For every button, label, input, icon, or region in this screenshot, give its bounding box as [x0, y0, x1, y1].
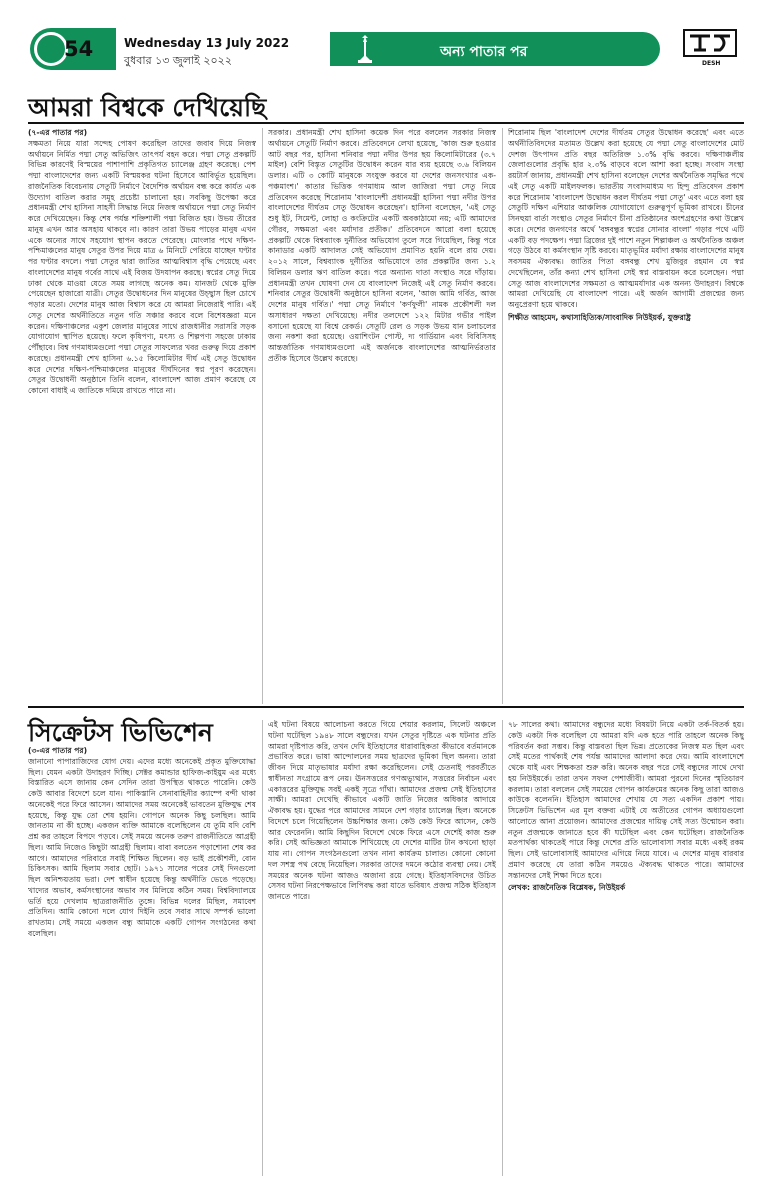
article2-continued-note: (৩-এর পাতার পর) [28, 746, 88, 755]
section-banner [330, 32, 660, 66]
page-number-ring [34, 32, 68, 66]
article1-column-1 [28, 128, 256, 704]
article1-top-rule [28, 122, 744, 124]
article1-column-2 [268, 128, 496, 704]
desh-logo-text: DESH [702, 60, 721, 67]
article1-divider-1 [262, 128, 263, 704]
article2-column-1 [28, 746, 256, 1176]
article2-byline: লেখক: রাজনৈতিক বিশ্লেষক, নিউইয়র্ক [508, 883, 626, 893]
article2-col3-text: ৭৮ সালের কথা। আমাদের বন্ধুদের মধ্যে বিষয়টা নিয়ে একটা তর্ক-বিতর্ক হয়। কেউ একটা দিক বলেছিল যে আমরা যদি এক হতে পারি তাহলে অনেক কিছু পরিবর্তন করা সম্ভব। কিন্তু বাস্তবতা ছিল ভিন্ন। প্রত্যেকের নিজস্ব মত ছিল এবং সেই মতের পার্থক্যই শেষ পর্যন্ত আমাদের আলাদা করে দেয়। আমি বাংলাদেশে থেকে যাই এবং শিক্ষকতা শুরু করি। অনেক বছর পরে সেই বন্ধুদের সাথে দেখা হয় নিউইয়র্কে। তারা তখন সফল পেশাজীবী। আমরা পুরনো দিনের স্মৃতিচারণ করলাম। তারা বললেন সেই সময়ের গোপন কার্যক্রমের অনেক কিছু তারা আজও কাউকে বলেননি। ইতিহাস আমাদের শেখায় যে সত্য একদিন প্রকাশ পায়। সিক্রেটস ভিভিশেন এর মূল বক্তব্য এটাই যে অতীতের গোপন অধ্যায়গুলো আলোতে আনা প্রয়োজন। আমাদের প্রজন্মের দায়িত্ব সেই সত্য উন্মোচন করা। নতুন প্রজন্মকে জানাতে হবে কী ঘটেছিল এবং কেন ঘটেছিল। রাজনৈতিক মতপার্থক্য থাকতেই পারে কিন্তু দেশের প্রতি ভালোবাসা সবার মধ্যে একই রকম ছিল। সেই ভালোবাসাই আমাদের এগিয়ে নিয়ে যাবে। এ দেশের মানুষ বারবার প্রমাণ করেছে যে তারা কঠিন সময়েও ঐক্যবদ্ধ থাকতে পারে। আমাদের সন্তানদের সেই শিক্ষা দিতে হবে। [508, 720, 744, 880]
page-number-badge [30, 28, 116, 70]
article1-continued-note: (৭-এর পাতার পর) [28, 128, 88, 137]
article1-headline: আমরা বিশ্বকে দেখিয়েছি [28, 93, 267, 122]
article2-divider-1 [262, 720, 263, 1176]
article1-byline: শিক্ষীত আহমেদ, কথাসাহিত্যিক/সাংবাদিক নিউইয়র্ক, যুক্তরাষ্ট্র [508, 312, 691, 322]
article2-col2-text: এই ঘটনা বিষয়ে আলোচনা করতে গিয়ে শেয়ার করলাম, সিলেট অঞ্চলে ঘটনা ঘটেছিল ১৯৪৮ সালে বন্ধুদের। যখন সেতুর দৃষ্টিতে এক ঘটনার প্রতি আমরা দৃষ্টিপাত করি, তখন দেখি ইতিহাসের ধারাবাহিকতা কীভাবে বর্তমানকে প্রভাবিত করে। ভাষা আন্দোলনের সময় ছাত্রদের ভূমিকা ছিল অনন্য। তারা জীবন দিয়ে মাতৃভাষার মর্যাদা রক্ষা করেছিলেন। সেই চেতনাই পরবর্তীতে স্বাধীনতা সংগ্রামে রূপ নেয়। ঊনসত্তরের গণঅভ্যুত্থান, সত্তরের নির্বাচন এবং একাত্তরের মুক্তিযুদ্ধ সবই একই সূত্রে গাঁথা। আমাদের প্রজন্ম সেই ইতিহাসের সাক্ষী। আমরা দেখেছি কীভাবে একটি জাতি নিজের অধিকার আদায়ে ঐক্যবদ্ধ হয়। যুদ্ধের পরে আমাদের সামনে দেশ গড়ার চ্যালেঞ্জ ছিল। অনেকে বিদেশে চলে গিয়েছিলেন উচ্চশিক্ষার জন্য। কেউ কেউ ফিরে আসেন, কেউ আর ফেরেননি। আমি কিছুদিন বিদেশে থেকে ফিরে এসে দেশেই কাজ শুরু করি। সেই অভিজ্ঞতা আমাকে শিখিয়েছে যে দেশের মাটির টান কখনো ছাড়া যায় না। গোপন সংগঠনগুলো তখন নানা কার্যক্রম চালাত। কোনো কোনো দল সশস্ত্র পথ বেছে নিয়েছিল। সরকার তাদের দমনে কঠোর ব্যবস্থা নেয়। সেই সময়ের অনেক ঘটনা আজও অজানা রয়ে গেছে। ইতিহাসবিদদের উচিত সেসব ঘটনা নিরপেক্ষভাবে লিপিবদ্ধ করা যাতে ভবিষ্যৎ প্রজন্ম সঠিক ইতিহাস জানতে পারে। [268, 720, 496, 901]
liberty-monument-icon [350, 34, 380, 64]
section-title: অন্য পাতার পর [440, 44, 528, 60]
page-header [30, 28, 750, 76]
article2-headline: সিক্রেটস ভিভিশেন [28, 718, 213, 747]
article1-col3-text: শিরোনাম ছিল 'বাংলাদেশ দেশের দীর্ঘতম সেতুর উদ্বোধন করেছে' এবং এতে অর্থনীতিবিদদের মতামত উল্লেখ করা হয়েছে যে পদ্মা সেতু বাংলাদেশের মোট দেশজ উৎপাদন প্রতি বছর অতিরিক্ত ১.৩% বৃদ্ধি করবে। দক্ষিণাঞ্চলীয় জেলাগুলোর প্রবৃদ্ধি হার ২.৩% বাড়বে বলে আশা করা হচ্ছে। সংবাদ সংস্থা রয়টার্স জানায়, প্রধানমন্ত্রী শেখ হাসিনা বলেছেন দেশের অর্থনৈতিক সমৃদ্ধির পথে এই সেতু একটি মাইলফলক। ভারতীয় সংবাদমাধ্যম দ্য হিন্দু প্রতিবেদন প্রকাশ করে শিরোনাম 'বাংলাদেশ উদ্বোধন করল দীর্ঘতম পদ্মা সেতু' এবং এতে বলা হয় সেতুটি দক্ষিণ এশিয়ার আঞ্চলিক যোগাযোগে গুরুত্বপূর্ণ ভূমিকা রাখবে। চীনের সিনহুয়া বার্তা সংস্থাও সেতুর নির্মাণে চীনা প্রতিষ্ঠানের অংশগ্রহণের কথা উল্লেখ করে। দেশের জনগণের অর্থে 'বঙ্গবন্ধুর স্বপ্নের সোনার বাংলা' গড়ার পথে এটি একটি বড় পদক্ষেপ। পদ্মা ব্রিজের দুই পাশে নতুন শিল্পাঞ্চল ও অর্থনৈতিক অঞ্চল গড়ে উঠবে যা কর্মসংস্থান সৃষ্টি করবে। মাতৃভূমির মর্যাদা রক্ষায় বাংলাদেশের মানুষ সবসময় ঐক্যবদ্ধ। জাতির পিতা বঙ্গবন্ধু শেখ মুজিবুর রহমান যে স্বপ্ন দেখেছিলেন, তাঁর কন্যা শেখ হাসিনা সেই স্বপ্ন বাস্তবায়ন করে চলেছেন। পদ্মা সেতু আজ বাংলাদেশের সক্ষমতা ও আত্মমর্যাদার এক অনন্য উদাহরণ। বিশ্বকে আমরা দেখিয়েছি যে বাংলাদেশ পারে। এই অর্জন আগামী প্রজন্মের জন্য অনুপ্রেরণা হয়ে থাকবে। [508, 128, 744, 309]
article2-column-3 [508, 720, 744, 1176]
article1-col1-text: সক্ষমতা নিয়ে যারা সন্দেহ পোষণ করেছিল তাদের জবাব দিয়ে নিজস্ব অর্থায়নে নির্মিত পদ্মা সেতু অভিজিৎ তাৎপর্য বহন করে। পদ্মা সেতু প্রকল্পটি বিভিন্ন কারণেই বিস্ময়ের পাশাপাশি প্রকৃতিগত চ্যালেঞ্জ গ্রহণ করেছে। পেশ পদ্মা বাংলাদেশের জন্য একটি বিস্ময়কর ঘটনা হিসেবে আবির্ভূত হয়েছিল। রাজনৈতিক বিবেচনায় সেতুটি নির্মাণে বৈদেশিক অর্থায়ন বন্ধ করে কার্যত এক উদ্যোগ বাতিল করার সমূহ প্রচেষ্টা চালানো হয়। সবকিছু উপেক্ষা করে প্রধানমন্ত্রী শেখ হাসিনা সাহসী সিদ্ধান্ত নিয়ে নিজস্ব অর্থায়নে পদ্মা সেতু নির্মাণ করে দেখিয়েছেন। কিন্তু শেষ পর্যন্ত শক্তিশালী পদ্মা বিজিত হয়। উভয় তীরের মানুষ এখন আর অসহায় থাকবে না। কারণ তারা উভয় পাড়ের মানুষ এখন একে অন্যের সাথে সহযোগ স্থাপন করতে পেরেছে। মোংলার পথে দক্ষিণ-পশ্চিমাঞ্চলের মানুষ সেতুর উপর দিয়ে মাত্র ৬ মিনিটে পেরিয়ে যাচ্ছেন ঘণ্টার পর ঘণ্টার বদলে। পদ্মা সেতুর দ্বারা জাতির আত্মবিশ্বাস বৃদ্ধি পেয়েছে এবং বাংলাদেশের মানুষ গর্বের সাথে এই বিজয় উদযাপন করছে। স্বপ্নের সেতু দিয়ে ঢাকা থেকে মাওয়া যেতে সময় লাগছে অনেক কম। যানজট থেকে মুক্তি পেয়েছেন হাজারো যাত্রী। সেতুর উদ্বোধনের দিন মানুষের উচ্ছ্বাস ছিল চোখে পড়ার মতো। দেশের মানুষ আজ বিশ্বাস করে যে আমরা নিজেরাই পারি। এই সেতু দেশের অর্থনীতিতে নতুন গতি সঞ্চার করবে বলে বিশেষজ্ঞরা মনে করেন। দক্ষিণাঞ্চলের একুশ জেলার মানুষের সাথে রাজধানীর সরাসরি সড়ক যোগাযোগ স্থাপিত হয়েছে। ফলে কৃষিপণ্য, মৎস্য ও শিল্পপণ্য সহজে ঢাকায় পৌঁছাবে। বিশ্ব গণমাধ্যমগুলো পদ্মা সেতুর সাফল্যের খবর গুরুত্ব দিয়ে প্রকাশ করেছে। প্রধানমন্ত্রী শেখ হাসিনা ৬.১৫ কিলোমিটার দীর্ঘ এই সেতু উদ্বোধন করে দেশের দক্ষিণ-পশ্চিমাঞ্চলের মানুষের দীর্ঘদিনের স্বপ্ন পূরণ করেছেন। সেতুর উদ্বোধনী অনুষ্ঠানে তিনি বলেন, বাংলাদেশ আজ প্রমাণ করেছে যে কোনো বাধাই এ জাতিকে দমিয়ে রাখতে পারে না। [28, 138, 256, 395]
article-separator-rule [28, 706, 744, 708]
article2-col1-text: জানানো পাপারাজিদের যোগ দেয়। এদের মধ্যে অনেকেই প্রকৃত মুক্তিযোদ্ধা ছিল। যেমন একটা উদাহরণ দিচ্ছি। সেক্টর কমান্ডার হাফিজ-কাইয়ুম এর মধ্যে বিস্তারিত এসে জানায় কেন সেদিন তারা উপস্থিত থাকতে পারেনি। কেউ কেউ আবার বিদেশে চলে যান। পাকিস্তানি সেনাবাহিনীর ক্যাম্পে বন্দী থাকা অনেকেই পরে ফিরে আসেন। আমাদের সময় অনেকেই ভাবতেন মুক্তিযুদ্ধ শেষ হয়েছে, কিন্তু যুদ্ধ তো শেষ হয়নি। গোপনে অনেক কিছু চলছিল। আমি জানতাম না কী হচ্ছে। একজন ব্যক্তি আমাকে বলেছিলেন যে তুমি যদি বেশি প্রশ্ন কর তাহলে বিপদে পড়বে। সেই সময়ে অনেক তরুণ রাজনীতিতে আগ্রহী ছিল। আমি নিজেও কিছুটা আগ্রহী ছিলাম। বাবা বলতেন পড়াশোনা শেষ কর আগে। আমাদের পরিবারে সবাই শিক্ষিত ছিলেন। বড় ভাই প্রকৌশলী, বোন চিকিৎসক। আমি ছিলাম সবার ছোট। ১৯৭১ সালের পরের সেই দিনগুলো ছিল অনিশ্চয়তায় ভরা। দেশ স্বাধীন হয়েছে কিন্তু অর্থনীতি ভেঙে পড়েছে। খাদ্যের অভাব, কর্মসংস্থানের অভাব সব মিলিয়ে কঠিন সময়। বিশ্ববিদ্যালয়ে ভর্তি হয়ে দেখলাম ছাত্ররাজনীতি তুঙ্গে। বিভিন্ন দলের মিছিল, সমাবেশ প্রতিদিন। আমি কোনো দলে যোগ দিইনি তবে সবার সাথে সম্পর্ক ভালো রাখতাম। সেই সময়ে একজন বন্ধু আমাকে একটি গোপন সংগঠনের কথা বলেছিল। [28, 756, 256, 938]
page-number: 54 [64, 37, 94, 61]
date-bangla: বুধবার ১৩ জুলাই ২০২২ [124, 54, 232, 67]
article1-column-3 [508, 128, 744, 704]
article1-col2-text: সরকার। প্রধানমন্ত্রী শেখ হাসিনা কয়েক দিন পরে বললেন সরকার নিজস্ব অর্থায়নে সেতুটি নির্মাণ করবে। প্রতিবেদনে লেখা হয়েছে, 'কাজ শুরু হওয়ার আট বছর পর, হাসিনা শনিবার পদ্মা নদীর উপর ছয় কিলোমিটারের (৩.৭ মাইল) বেশি বিস্তৃত সেতুটির উদ্বোধন করেন যার ব্যয় হয়েছে ৩.৬ বিলিয়ন ডলার। এটি ৩ কোটি মানুষকে সংযুক্ত করবে যা দেশের জনসংখ্যার এক-পঞ্চমাংশ।' কাতার ভিত্তিক গণমাধ্যম আল জাজিরা পদ্মা সেতু নিয়ে প্রতিবেদন করেছে শিরোনাম 'বাংলাদেশী প্রধানমন্ত্রী হাসিনা পদ্মা নদীর উপর বাংলাদেশের দীর্ঘতম সেতু উদ্বোধন করেছেন'। হাসিনা বলেছেন, 'এই সেতু শুধু ইট, সিমেন্ট, লোহা ও কংক্রিটের একটি অবকাঠামো নয়; এটি আমাদের গৌরব, সক্ষমতা এবং মর্যাদার প্রতীক।' প্রতিবেদনে আরো বলা হয়েছে প্রকল্পটি থেকে বিশ্বব্যাংক দুর্নীতির অভিযোগ তুলে সরে গিয়েছিল, কিন্তু পরে কানাডার একটি আদালত সেই অভিযোগ প্রমাণিত হয়নি বলে রায় দেয়। ২০১২ সালে, বিশ্বব্যাংক দুর্নীতির অভিযোগে তার প্রকল্পটির জন্য ১.২ বিলিয়ন ডলার ঋণ বাতিল করে। পরে অন্যান্য দাতা সংস্থাও সরে দাঁড়ায়। প্রধানমন্ত্রী তখন ঘোষণা দেন যে বাংলাদেশ নিজেই এই সেতু নির্মাণ করবে। শনিবার সেতুর উদ্বোধনী অনুষ্ঠানে হাসিনা বলেন, 'আজ আমি গর্বিত, আজ দেশের মানুষ গর্বিত।' পদ্মা সেতু নির্মাণে 'কর্ণফুলী' নামক প্রকৌশলী দল অসাধারণ দক্ষতা দেখিয়েছে। নদীর তলদেশে ১২২ মিটার গভীর পাইল বসানো হয়েছে যা বিশ্বে রেকর্ড। সেতুটি রেল ও সড়ক উভয় যান চলাচলের জন্য নকশা করা হয়েছে। ওয়াশিংটন পোস্ট, দ্য গার্ডিয়ান এবং বিবিসিসহ আন্তর্জাতিক গণমাধ্যমগুলো এই অর্জনকে বাংলাদেশের আত্মনির্ভরতার প্রতীক হিসেবে উল্লেখ করেছে। [268, 128, 496, 363]
article2-divider-2 [502, 720, 503, 1176]
article1-divider-2 [502, 128, 503, 704]
article2-column-2 [268, 720, 496, 1176]
date-english: Wednesday 13 July 2022 [124, 36, 290, 50]
